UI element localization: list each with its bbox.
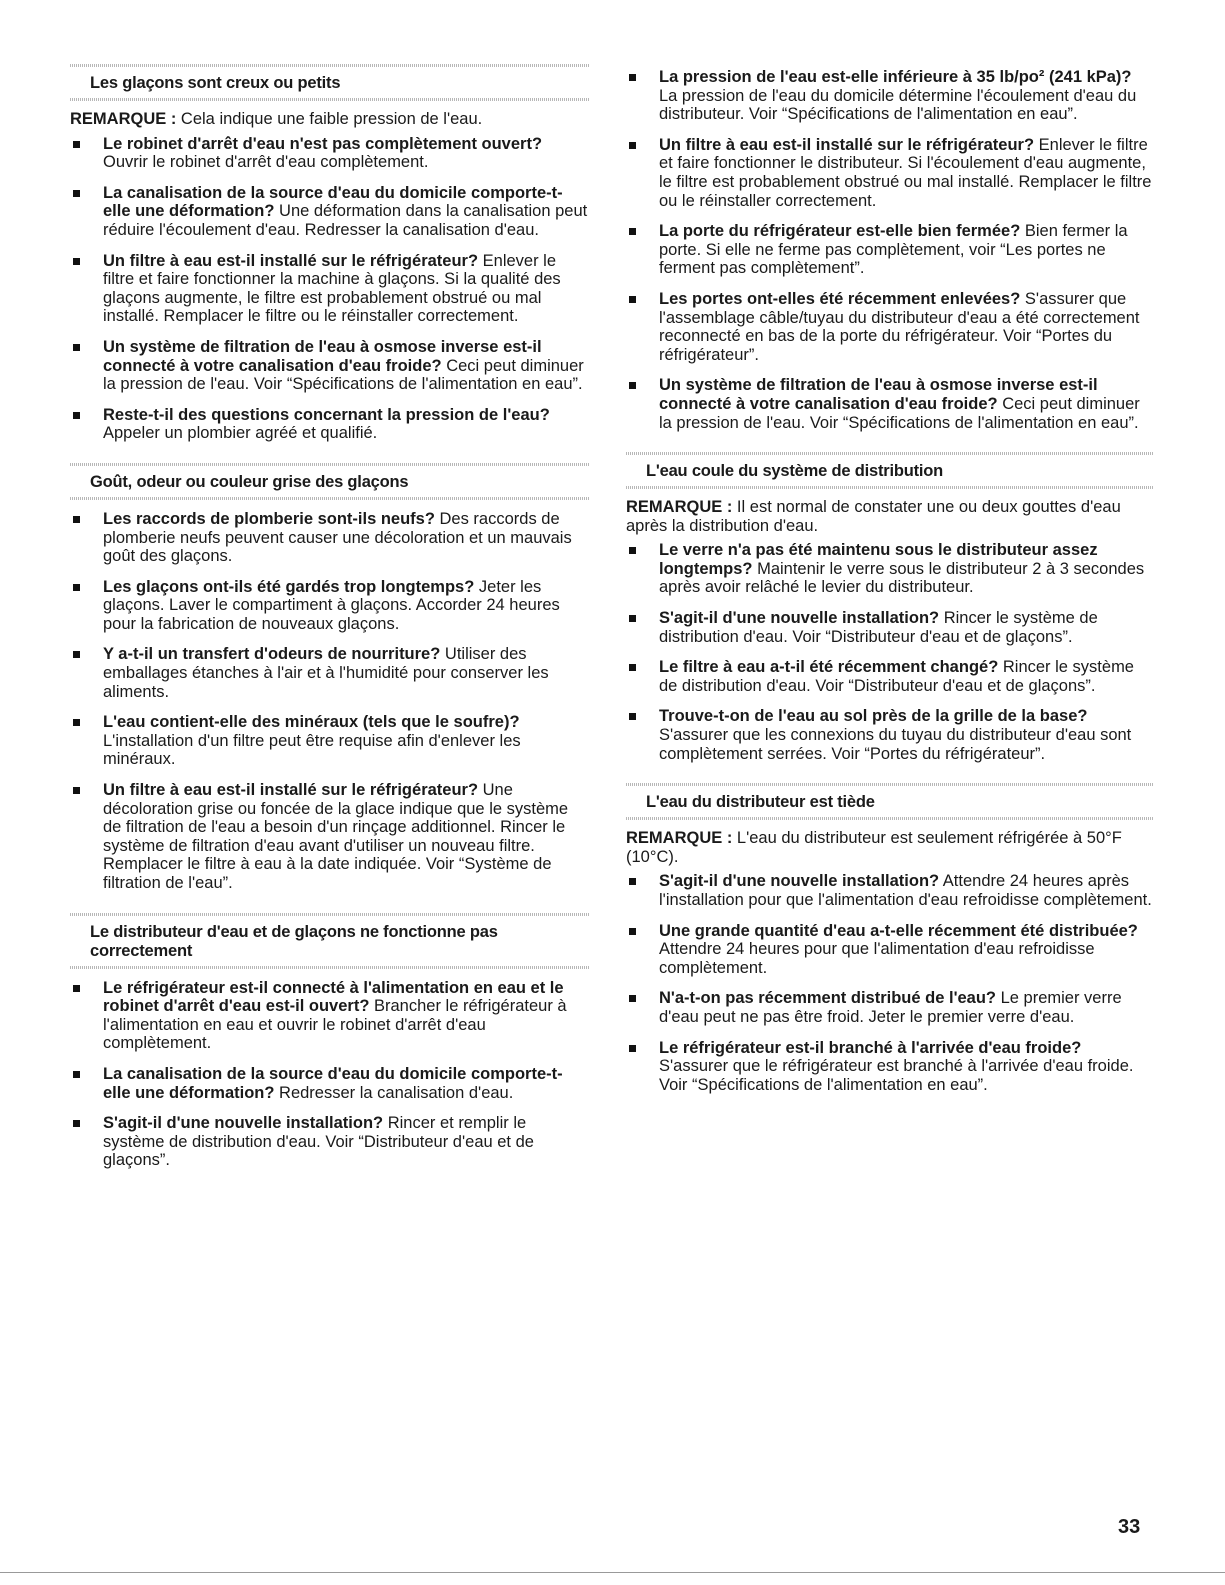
list-item — [626, 989, 1153, 1026]
list-item — [70, 135, 590, 172]
section-heading: Le distributeur d'eau et de glaçons ne fonctionne pas correctement — [70, 913, 590, 969]
square-bullet-icon — [629, 74, 636, 81]
square-bullet-icon — [73, 141, 80, 148]
answer: S'assurer que les connexions du tuyau du distributeur d'eau sont complètement serrées. Voir “Portes du réfrigérateur”. — [659, 726, 1132, 763]
list-item — [626, 376, 1153, 432]
square-bullet-icon — [73, 516, 80, 523]
list-item — [70, 1065, 590, 1102]
question: Le réfrigérateur est-il connecté à l'alimentation en eau et le robinet d'arrêt d'eau est-il ouvert? — [103, 978, 564, 1016]
section-heading: Goût, odeur ou couleur grise des glaçons — [70, 463, 590, 500]
answer: Attendre 24 heures pour que l'alimentation d'eau refroidisse complètement. — [659, 940, 1095, 977]
troubleshooting-list — [70, 510, 590, 893]
list-item — [70, 338, 590, 394]
remark-label: REMARQUE : — [70, 110, 177, 128]
remark-label: REMARQUE : — [626, 829, 733, 848]
question: Le filtre à eau a-t-il été récemment changé? — [659, 658, 999, 677]
list-item — [626, 541, 1153, 597]
question: Y a-t-il un transfert d'odeurs de nourriture? — [103, 645, 441, 664]
square-bullet-icon — [73, 412, 80, 419]
list-item — [70, 781, 590, 893]
question: La pression de l'eau est-elle inférieure à 35 lb/po² (241 kPa)? — [659, 68, 1132, 86]
square-bullet-icon — [73, 1120, 80, 1127]
remark-text: L'eau du distributeur est seulement réfrigérée à 50°F (10°C). — [626, 829, 1122, 866]
answer: Une décoloration grise ou foncée de la glace indique que le système de filtration de l'eau a besoin d'un rinçage additionnel. Rincer le système de filtration d'eau avant d'utiliser un nouveau filtre. Remplacer le filtre à eau à la date indiquée. Voir “Système de filtration de l'eau”. — [103, 781, 569, 892]
list-item — [626, 68, 1153, 124]
question: L'eau contient-elle des minéraux (tels que le soufre)? — [103, 713, 520, 732]
square-bullet-icon — [629, 878, 636, 885]
list-item — [70, 252, 590, 326]
right-column — [626, 64, 1153, 1106]
square-bullet-icon — [73, 787, 80, 794]
remark-text: Cela indique une faible pression de l'eau. — [176, 110, 483, 128]
square-bullet-icon — [629, 382, 636, 389]
section-water-lukewarm — [626, 783, 1153, 1094]
list-item — [70, 1114, 590, 1170]
square-bullet-icon — [629, 995, 636, 1002]
question: Un filtre à eau est-il installé sur le réfrigérateur? — [659, 135, 1035, 154]
square-bullet-icon — [73, 651, 80, 658]
question: La porte du réfrigérateur est-elle bien fermée? — [659, 222, 1021, 241]
section-dispenser-not-working-continued — [626, 68, 1153, 432]
question: Un filtre à eau est-il installé sur le réfrigérateur? — [103, 781, 479, 800]
list-item — [70, 578, 590, 634]
question: Le robinet d'arrêt d'eau n'est pas complètement ouvert? — [103, 134, 543, 153]
answer: Rincer et remplir le système de distribution d'eau. Voir “Distributeur d'eau et de glaçons”. — [103, 1114, 534, 1170]
answer: Ouvrir le robinet d'arrêt d'eau complètement. — [103, 153, 429, 172]
square-bullet-icon — [629, 1045, 636, 1052]
troubleshooting-list — [626, 872, 1153, 1094]
answer: Bien fermer la porte. Si elle ne ferme pas complètement, voir “Les portes ne ferment pas complètement”. — [659, 222, 1128, 278]
square-bullet-icon — [73, 344, 80, 351]
square-bullet-icon — [629, 142, 636, 149]
list-item — [626, 609, 1153, 646]
list-item — [626, 872, 1153, 909]
square-bullet-icon — [73, 584, 80, 591]
section-heading: L'eau du distributeur est tiède — [626, 783, 1153, 820]
list-item — [70, 979, 590, 1053]
list-item — [70, 406, 590, 443]
question: S'agit-il d'une nouvelle installation? — [659, 609, 940, 628]
list-item — [70, 184, 590, 240]
remark-label: REMARQUE : — [626, 498, 733, 517]
square-bullet-icon — [629, 615, 636, 622]
square-bullet-icon — [73, 258, 80, 265]
answer: Enlever le filtre et faire fonctionner la machine à glaçons. Si la qualité des glaçons augmente, le filtre est probablement obstrué ou mal installé. Remplacer le filtre ou le réinstaller correctement. — [103, 251, 561, 326]
answer: La pression de l'eau du domicile détermine l'écoulement d'eau du distributeur. Voir “Spécifications de l'alimentation en eau”. — [659, 86, 1137, 124]
list-item — [626, 136, 1153, 210]
remark-text: Il est normal de constater une ou deux gouttes d'eau après la distribution d'eau. — [626, 498, 1121, 535]
troubleshooting-list — [70, 979, 590, 1170]
answer: Redresser la canalisation d'eau. — [274, 1083, 514, 1102]
remark — [70, 110, 590, 129]
answer: Des raccords de plomberie neufs peuvent causer une décoloration et un mauvais goût des glaçons. — [103, 509, 572, 566]
question: Un système de filtration de l'eau à osmose inverse est-il connecté à votre canalisation d'eau froide? — [103, 337, 542, 375]
question: Les portes ont-elles été récemment enlevées? — [659, 289, 1021, 308]
square-bullet-icon — [629, 296, 636, 303]
section-taste-odor-gray-ice — [70, 463, 590, 893]
answer: Utiliser des emballages étanches à l'air et à l'humidité pour conserver les aliments. — [103, 645, 549, 701]
question: S'agit-il d'une nouvelle installation? — [659, 872, 940, 891]
answer: Attendre 24 heures après l'installation pour que l'alimentation d'eau refroidisse complètement. — [659, 872, 1152, 909]
list-item — [70, 645, 590, 701]
answer: Ceci peut diminuer la pression de l'eau. Voir “Spécifications de l'alimentation en eau”. — [659, 394, 1140, 432]
section-heading: Les glaçons sont creux ou petits — [70, 64, 590, 101]
list-item — [626, 658, 1153, 695]
square-bullet-icon — [629, 228, 636, 235]
question: Les glaçons ont-ils été gardés trop longtemps? — [103, 577, 475, 596]
question: S'agit-il d'une nouvelle installation? — [103, 1114, 384, 1133]
list-item — [626, 290, 1153, 364]
square-bullet-icon — [629, 928, 636, 935]
answer: Ceci peut diminuer la pression de l'eau. Voir “Spécifications de l'alimentation en eau”. — [103, 356, 584, 394]
question: La canalisation de la source d'eau du domicile comporte-t-elle une déformation? — [103, 1064, 563, 1102]
troubleshooting-list — [626, 541, 1153, 763]
section-dispenser-not-working — [70, 913, 590, 1170]
bottom-divider — [0, 1572, 1225, 1573]
question: Un filtre à eau est-il installé sur le réfrigérateur? — [103, 251, 479, 270]
list-item — [70, 510, 590, 566]
list-item — [626, 707, 1153, 763]
question: Le réfrigérateur est-il branché à l'arrivée d'eau froide? — [659, 1038, 1082, 1057]
answer: S'assurer que l'assemblage câble/tuyau du distributeur d'eau a été correctement reconnecté en bas de la porte du réfrigérateur. Voir “Portes du réfrigérateur”. — [659, 289, 1140, 364]
question: La canalisation de la source d'eau du domicile comporte-t-elle une déformation? — [103, 183, 563, 221]
answer: Le premier verre d'eau peut ne pas être froid. Jeter le premier verre d'eau. — [659, 989, 1122, 1026]
troubleshooting-list — [626, 68, 1153, 432]
remark — [626, 498, 1153, 535]
section-water-leaking — [626, 452, 1153, 763]
square-bullet-icon — [73, 719, 80, 726]
answer: S'assurer que le réfrigérateur est branché à l'arrivée d'eau froide. Voir “Spécifications de l'alimentation en eau”. — [659, 1057, 1134, 1094]
answer: Maintenir le verre sous le distributeur 2 à 3 secondes après avoir relâché le levier du distributeur. — [659, 559, 1145, 597]
list-item — [626, 922, 1153, 978]
square-bullet-icon — [73, 1071, 80, 1078]
question: Un système de filtration de l'eau à osmose inverse est-il connecté à votre canalisation d'eau froide? — [659, 376, 1098, 413]
remark — [626, 829, 1153, 866]
answer: Rincer le système de distribution d'eau. Voir “Distributeur d'eau et de glaçons”. — [659, 609, 1098, 646]
question: Le verre n'a pas été maintenu sous le distributeur assez longtemps? — [659, 541, 1098, 578]
question: Une grande quantité d'eau a-t-elle récemment été distribuée? — [659, 921, 1138, 940]
question: Reste-t-il des questions concernant la pression de l'eau? — [103, 405, 550, 424]
list-item — [626, 1039, 1153, 1095]
answer: Une déformation dans la canalisation peut réduire l'écoulement d'eau. Redresser la canalisation d'eau. — [103, 202, 588, 239]
answer: Enlever le filtre et faire fonctionner le distributeur. Si l'écoulement d'eau augmente, le filtre est probablement obstrué ou mal installé. Remplacer le filtre ou le réinstaller correctement. — [659, 135, 1152, 210]
troubleshooting-list — [70, 135, 590, 443]
question: Les raccords de plomberie sont-ils neufs? — [103, 509, 435, 528]
list-item — [626, 222, 1153, 278]
square-bullet-icon — [629, 664, 636, 671]
section-heading: L'eau coule du système de distribution — [626, 452, 1153, 489]
square-bullet-icon — [629, 547, 636, 554]
left-column — [70, 64, 590, 1182]
square-bullet-icon — [73, 985, 80, 992]
list-item — [70, 713, 590, 769]
answer: Jeter les glaçons. Laver le compartiment à glaçons. Accorder 24 heures pour la fabrication de nouveaux glaçons. — [103, 577, 560, 633]
question: N'a-t-on pas récemment distribué de l'eau? — [659, 989, 997, 1008]
section-hollow-small-ice — [70, 64, 590, 443]
page-number: 33 — [1118, 1516, 1141, 1538]
square-bullet-icon — [73, 190, 80, 197]
answer: Appeler un plombier agréé et qualifié. — [103, 424, 378, 443]
answer: Brancher le réfrigérateur à l'alimentation en eau et ouvrir le robinet d'arrêt d'eau complètement. — [103, 997, 567, 1053]
question: Trouve-t-on de l'eau au sol près de la grille de la base? — [659, 707, 1088, 726]
answer: Rincer le système de distribution d'eau. Voir “Distributeur d'eau et de glaçons”. — [659, 658, 1134, 695]
square-bullet-icon — [629, 713, 636, 720]
answer: L'installation d'un filtre peut être requise afin d'enlever les minéraux. — [103, 731, 521, 769]
